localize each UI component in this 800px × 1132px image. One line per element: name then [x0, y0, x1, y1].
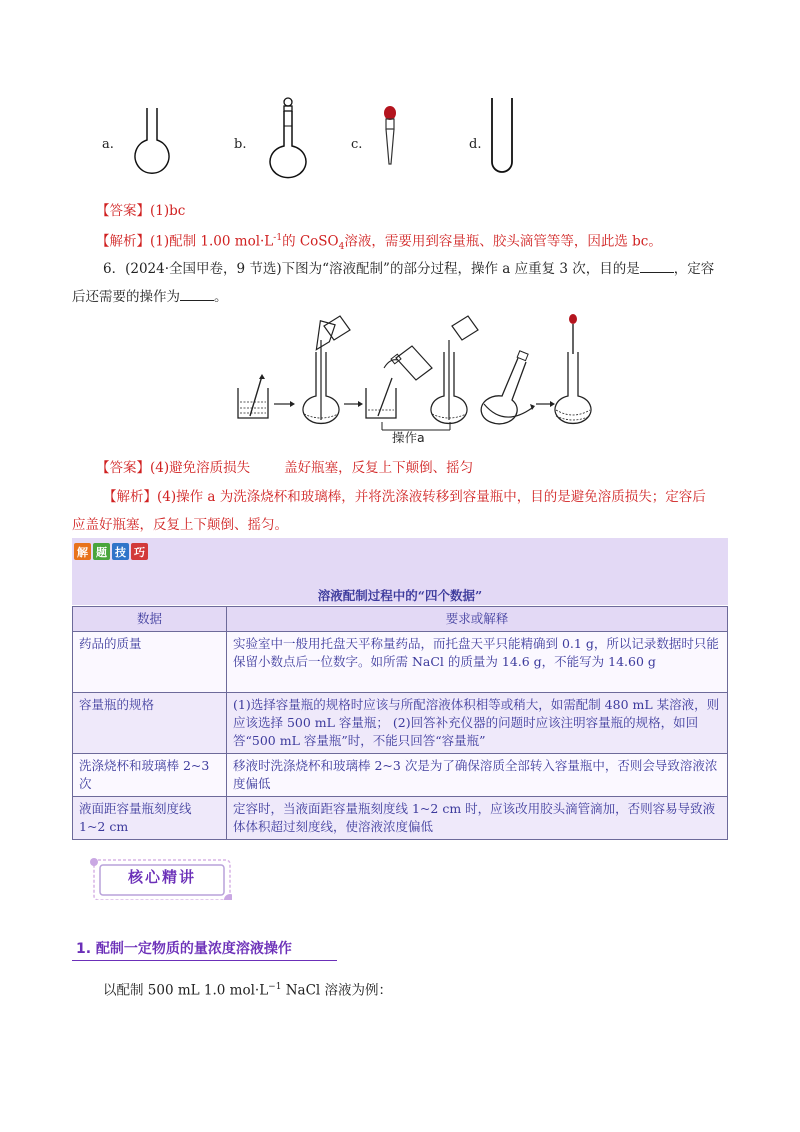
solution-preparation-process-figure	[232, 312, 592, 444]
table-row	[73, 754, 728, 797]
table-cell-key: 液面距容量瓶刻度线 1~2 cm	[73, 797, 227, 840]
table-row	[73, 797, 728, 840]
test-tube-icon	[488, 96, 516, 176]
swirl-flask-icon	[481, 351, 535, 424]
table-cell-key: 药品的质量	[73, 632, 227, 693]
dropper-icon	[378, 104, 402, 168]
arrow-icon	[536, 401, 555, 407]
four-data-table	[72, 606, 728, 840]
question-6-line-1: 6．(2024·全国甲卷，9 节选)下图为“溶液配制”的部分过程，操作 a 应重复 3 次，目的是 ，定容	[103, 261, 715, 277]
transfer-to-flask-icon	[303, 316, 350, 423]
answer-1: 【答案】(1)bc	[96, 203, 186, 219]
table-header-row	[73, 607, 728, 632]
table-header-cell: 数据	[73, 607, 227, 632]
answer-2: 【答案】(4)避免溶质损失 盖好瓶塞，反复上下颠倒、摇匀	[96, 460, 474, 476]
table-cell-value: 实验室中一般用托盘天平称量药品，而托盘天平只能精确到 0.1 g，所以记录数据时只能保留小数点后一位数字。如所需 NaCl 的质量为 14.6 g，不能写为 14.60 g	[227, 632, 728, 693]
wash-bottle-icon	[366, 346, 432, 418]
table-cell-value: 移液时洗涤烧杯和玻璃棒 2~3 次是为了确保溶质全部转入容量瓶中，否则会导致溶液浓度偏低	[227, 754, 728, 797]
round-bottom-flask-icon	[132, 106, 172, 178]
table-row	[73, 632, 728, 693]
example-line: 以配制 500 mL 1.0 $mol\cdot L^{-1}$ NaCl 溶液为例：	[103, 982, 393, 999]
answer-blank-2	[180, 288, 214, 301]
question-6-line-2: 后还需要的操作为 。	[72, 289, 228, 305]
table-row	[73, 693, 728, 754]
option-a-label: a.	[102, 137, 114, 152]
arrow-icon	[274, 401, 295, 407]
core-label: 核心精讲	[127, 868, 196, 886]
skill-title: 溶液配制过程中的“四个数据”	[317, 588, 483, 603]
beaker-with-rod-icon	[238, 374, 268, 418]
analysis-2-line-2: 应盖好瓶塞，反复上下颠倒、摇匀。	[72, 517, 288, 533]
volumetric-flask-icon	[264, 96, 312, 180]
table-cell-value: (1)选择容量瓶的规格时应该与所配溶液体积相等或稍大，如需配制 480 mL 某溶液，则应该选择 500 mL 容量瓶； (2)回答补充仪器的问题时应该注明容量瓶的规格，如回答“500 mL 容量瓶”时，不能只回答“容量瓶”	[227, 693, 728, 754]
figure-caption: 操作a	[392, 430, 425, 445]
table-header-cell: 要求或解释	[227, 607, 728, 632]
table-cell-key: 洗涤烧杯和玻璃棒 2~3 次	[73, 754, 227, 797]
option-c-label: c.	[351, 137, 363, 152]
arrow-icon	[344, 401, 363, 407]
transfer-washing-icon	[431, 316, 478, 423]
option-d-label: d.	[469, 137, 482, 152]
section-1-title: 1. 配制一定物质的量浓度溶液操作	[76, 941, 292, 957]
answer-blank-1	[640, 260, 674, 273]
analysis-1: 【解析】(1)配制 1.00 $mol\cdot L^{-1}$的 CoSO$_4$溶液，需要用到容量瓶、胶头滴管等等，因此选 bc。	[96, 233, 662, 253]
flask-with-dropper-icon	[555, 314, 591, 423]
skill-banner: 解 题 技 巧	[74, 543, 148, 560]
option-b-label: b.	[234, 137, 247, 152]
table-cell-key: 容量瓶的规格	[73, 693, 227, 754]
table-cell-value: 定容时，当液面距容量瓶刻度线 1~2 cm 时，应该改用胶头滴管滴加，否则容易导致液体体积超过刻度线，使溶液浓度偏低	[227, 797, 728, 840]
analysis-2-line-1: 【解析】(4)操作 a 为洗涤烧杯和玻璃棒，并将洗涤液转移到容量瓶中，目的是避免溶质损失；定容后	[103, 489, 706, 505]
section-1-underline	[72, 960, 337, 961]
